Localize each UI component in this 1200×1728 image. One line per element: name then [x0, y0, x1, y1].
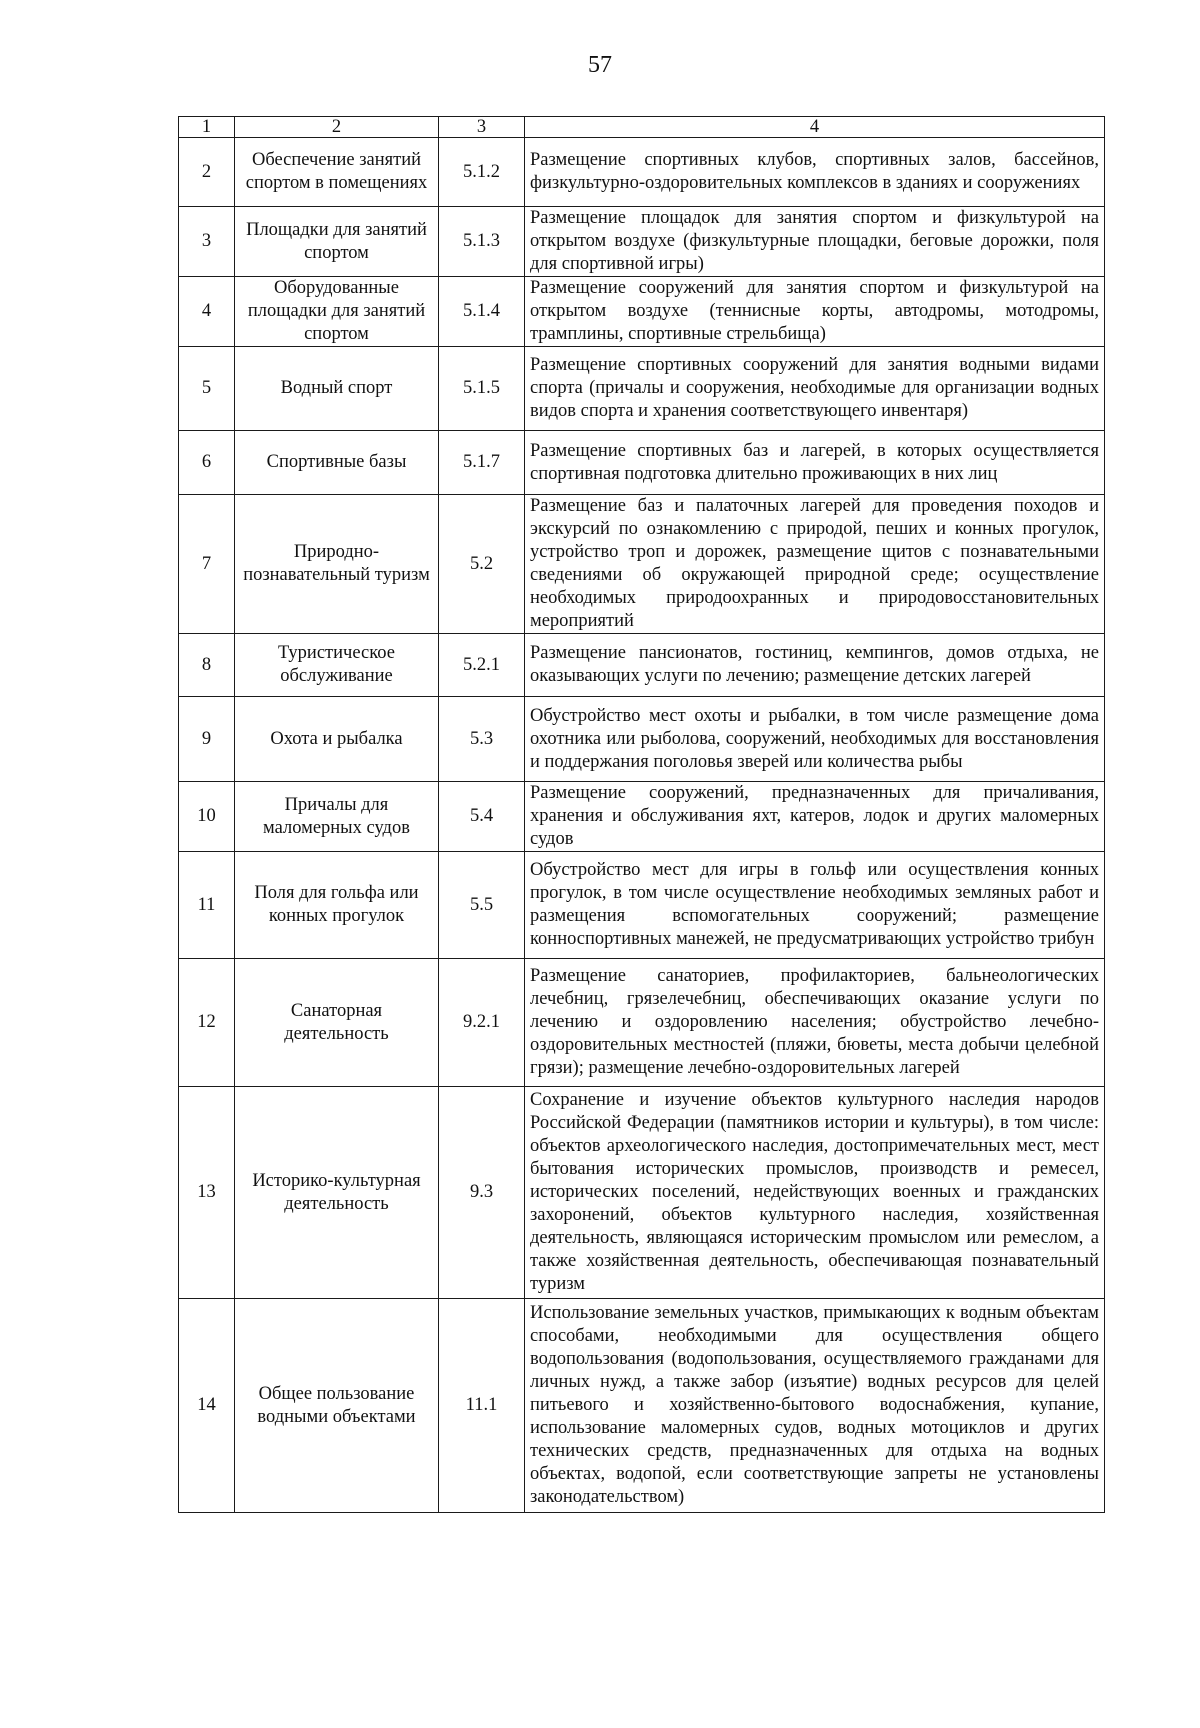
row-description: Сохранение и изучение объектов культурного наследия народов Российской Федерации (памятников истории и культуры), в том числе: объектов археологического наследия, достопримечательных мест, мест бытования исторических промыслов, производств и ремесел, исторических поселений, недействующих военных и гражданских захоронений, объектов культурного наследия, хозяйственная деятельность, являющаяся историческим промыслом или ремеслом, а также хозяйственная деятельность, обеспечивающая познавательный туризм [525, 1087, 1105, 1299]
row-name: Поля для гольфа или конных прогулок [235, 852, 439, 959]
row-name: Оборудованные площадки для занятий спортом [235, 277, 439, 347]
table-row [179, 347, 1105, 431]
row-code: 5.5 [439, 852, 525, 959]
row-description: Использование земельных участков, примыкающих к водным объектам способами, необходимыми для осуществления общего водопользования (водопользования, осуществляемого гражданами для личных нужд, а также забор (изъятие) водных ресурсов для целей питьевого и хозяйственно-бытового водоснабжения, купание, использование маломерных судов, водных мотоциклов и других технических средств, предназначенных для отдыха на водных объектах, водопой, если соответствующие запреты не установлены законодательством) [525, 1299, 1105, 1513]
row-number: 4 [179, 277, 235, 347]
row-description: Размещение сооружений, предназначенных для причаливания, хранения и обслуживания яхт, катеров, лодок и других маломерных судов [525, 782, 1105, 852]
header-cell: 1 [179, 117, 235, 138]
table-row [179, 1087, 1105, 1299]
row-code: 5.3 [439, 697, 525, 782]
row-description: Размещение спортивных клубов, спортивных залов, бассейнов, физкультурно-оздоровительных комплексов в зданиях и сооружениях [525, 138, 1105, 207]
row-code: 9.2.1 [439, 959, 525, 1087]
row-number: 13 [179, 1087, 235, 1299]
row-description: Размещение сооружений для занятия спортом и физкультурой на открытом воздухе (теннисные корты, автодромы, мотодромы, трамплины, спортивные стрельбища) [525, 277, 1105, 347]
land-use-table [178, 116, 1105, 1513]
row-number: 8 [179, 634, 235, 697]
row-description: Размещение баз и палаточных лагерей для проведения походов и экскурсий по ознакомлению с природой, пеших и конных прогулок, устройство троп и дорожек, размещение щитов с познавательными сведениями об окружающей природной среде; осуществление необходимых природоохранных и природовосстановительных мероприятий [525, 495, 1105, 634]
row-name: Общее пользование водными объектами [235, 1299, 439, 1513]
table-row [179, 697, 1105, 782]
row-description: Размещение санаториев, профилакториев, бальнеологических лечебниц, грязелечебниц, обеспечивающих оказание услуги по лечению и оздоровлению населения; обустройство лечебно-оздоровительных местностей (пляжи, бюветы, места добычи целебной грязи); размещение лечебно-оздоровительных лагерей [525, 959, 1105, 1087]
table-row [179, 431, 1105, 495]
row-code: 5.1.3 [439, 207, 525, 277]
page-number: 57 [588, 52, 612, 78]
row-number: 6 [179, 431, 235, 495]
row-number: 3 [179, 207, 235, 277]
row-description: Размещение площадок для занятия спортом и физкультурой на открытом воздухе (физкультурные площадки, беговые дорожки, поля для спортивной игры) [525, 207, 1105, 277]
table-row [179, 277, 1105, 347]
table-row [179, 207, 1105, 277]
row-number: 12 [179, 959, 235, 1087]
row-number: 2 [179, 138, 235, 207]
row-name: Санаторная деятельность [235, 959, 439, 1087]
row-number: 5 [179, 347, 235, 431]
row-code: 5.4 [439, 782, 525, 852]
row-name: Спортивные базы [235, 431, 439, 495]
row-code: 9.3 [439, 1087, 525, 1299]
header-cell: 4 [525, 117, 1105, 138]
table-row [179, 1299, 1105, 1513]
row-code: 11.1 [439, 1299, 525, 1513]
row-code: 5.1.4 [439, 277, 525, 347]
row-number: 10 [179, 782, 235, 852]
table-row [179, 959, 1105, 1087]
row-code: 5.1.5 [439, 347, 525, 431]
row-description: Обустройство мест охоты и рыбалки, в том числе размещение дома охотника или рыболова, сооружений, необходимых для восстановления и поддержания поголовья зверей или количества рыбы [525, 697, 1105, 782]
row-name: Историко-культурная деятельность [235, 1087, 439, 1299]
header-cell: 2 [235, 117, 439, 138]
table-row [179, 495, 1105, 634]
row-code: 5.2.1 [439, 634, 525, 697]
row-code: 5.1.7 [439, 431, 525, 495]
table-row [179, 852, 1105, 959]
row-name: Охота и рыбалка [235, 697, 439, 782]
row-name: Туристическое обслуживание [235, 634, 439, 697]
header-cell: 3 [439, 117, 525, 138]
row-name: Водный спорт [235, 347, 439, 431]
row-code: 5.2 [439, 495, 525, 634]
table-header-row [179, 117, 1105, 138]
row-description: Обустройство мест для игры в гольф или осуществления конных прогулок, в том числе осуществление необходимых земляных работ и размещения вспомогательных сооружений; размещение конноспортивных манежей, не предусматривающих устройство трибун [525, 852, 1105, 959]
row-name: Площадки для занятий спортом [235, 207, 439, 277]
table-row [179, 138, 1105, 207]
row-description: Размещение спортивных баз и лагерей, в которых осуществляется спортивная подготовка длительно проживающих в них лиц [525, 431, 1105, 495]
row-number: 7 [179, 495, 235, 634]
table-row [179, 634, 1105, 697]
table-row [179, 782, 1105, 852]
row-description: Размещение спортивных сооружений для занятия водными видами спорта (причалы и сооружения, необходимые для организации водных видов спорта и хранения соответствующего инвентаря) [525, 347, 1105, 431]
row-number: 9 [179, 697, 235, 782]
row-number: 11 [179, 852, 235, 959]
row-description: Размещение пансионатов, гостиниц, кемпингов, домов отдыха, не оказывающих услуги по лечению; размещение детских лагерей [525, 634, 1105, 697]
row-number: 14 [179, 1299, 235, 1513]
row-name: Природно-познавательный туризм [235, 495, 439, 634]
row-name: Обеспечение занятий спортом в помещениях [235, 138, 439, 207]
row-code: 5.1.2 [439, 138, 525, 207]
row-name: Причалы для маломерных судов [235, 782, 439, 852]
